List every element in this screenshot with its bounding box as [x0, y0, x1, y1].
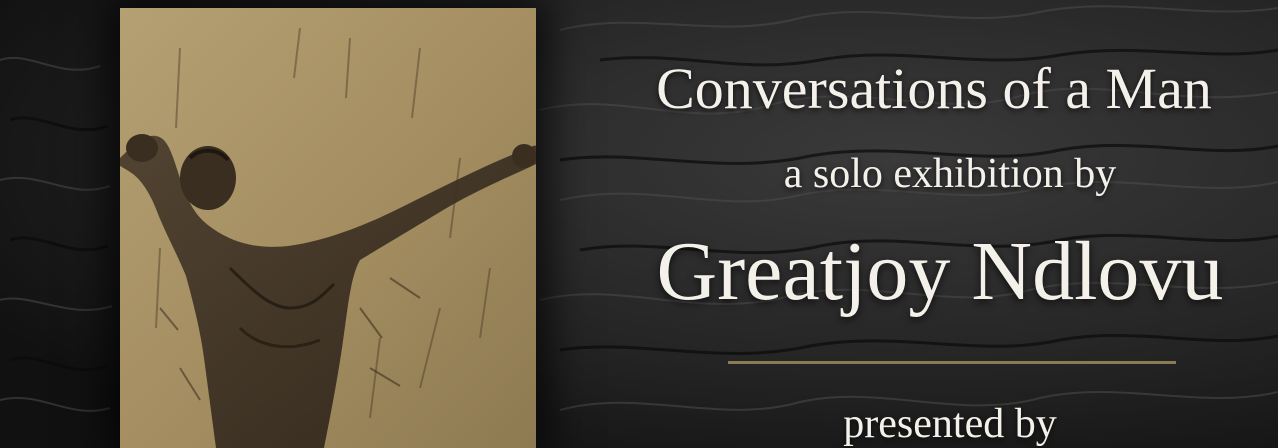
divider-line	[728, 361, 1176, 364]
presented-by-label: presented by	[843, 401, 1057, 447]
exhibition-subtitle: a solo exhibition by	[783, 151, 1117, 197]
crucifixion-figure-painting-icon	[120, 8, 536, 448]
artwork-painting	[120, 8, 536, 448]
artist-name: Greatjoy Ndlovu	[656, 225, 1224, 318]
exhibition-title: Conversations of a Man	[656, 56, 1212, 121]
exhibition-text	[560, 0, 1278, 448]
